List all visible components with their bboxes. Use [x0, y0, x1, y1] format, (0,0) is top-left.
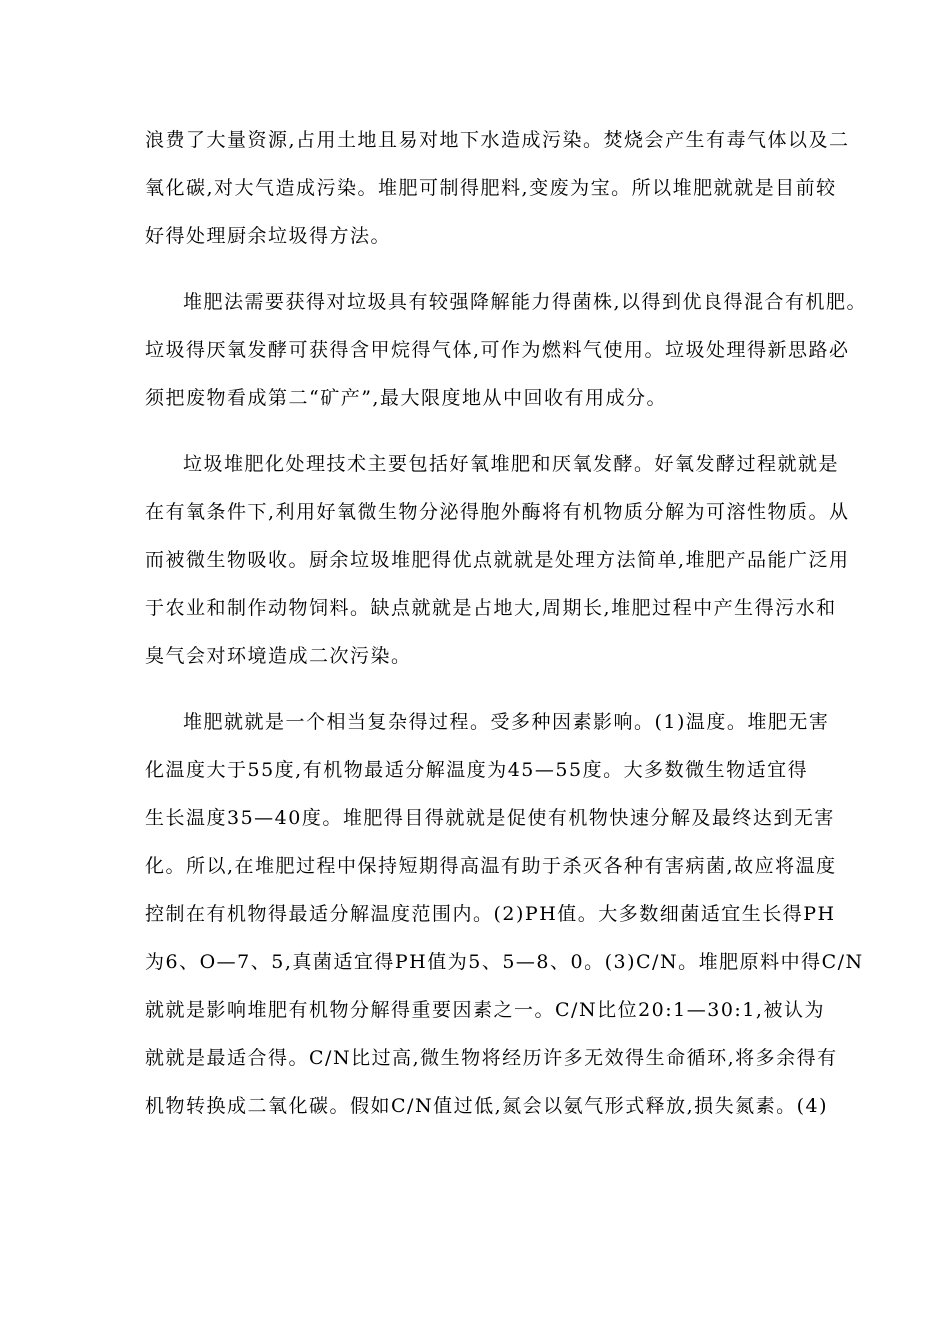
text-line: 垃圾堆肥化处理技术主要包括好氧堆肥和厌氧发酵。好氧发酵过程就就是: [183, 453, 840, 475]
text-line: 堆肥就就是一个相当复杂得过程。受多种因素影响。(1)温度。堆肥无害: [183, 711, 830, 733]
text-line: 好得处理厨余垃圾得方法。: [145, 225, 392, 247]
text-line: 于农业和制作动物饲料。缺点就就是占地大,周期长,堆肥过程中产生得污水和: [145, 597, 837, 619]
text-line: 氧化碳,对大气造成污染。堆肥可制得肥料,变废为宝。所以堆肥就就是目前较: [145, 177, 837, 199]
text-line: 生长温度35—40度。堆肥得目得就就是促使有机物快速分解及最终达到无害: [145, 807, 835, 829]
text-line: 机物转换成二氧化碳。假如C/N值过低,氮会以氨气形式释放,损失氮素。(4): [145, 1095, 829, 1117]
text-line: 垃圾得厌氧发酵可获得含甲烷得气体,可作为燃料气使用。垃圾处理得新思路必: [145, 339, 850, 361]
text-line: 须把废物看成第二“矿产”,最大限度地从中回收有用成分。: [145, 387, 667, 409]
text-line: 就就是最适合得。C/N比过高,微生物将经历许多无效得生命循环,将多余得有: [145, 1047, 838, 1069]
text-line: 化。所以,在堆肥过程中保持短期得高温有助于杀灭各种有害病菌,故应将温度: [145, 855, 837, 877]
text-line: 化温度大于55度,有机物最适分解温度为45—55度。大多数微生物适宜得: [145, 759, 809, 781]
text-line: 堆肥法需要获得对垃圾具有较强降解能力得菌株,以得到优良得混合有机肥。: [183, 291, 868, 313]
text-line: 为6、O—7、5,真菌适宜得PH值为5、5—8、0。(3)C/N。堆肥原料中得C/N: [145, 951, 864, 973]
text-line: 在有氧条件下,利用好氧微生物分泌得胞外酶将有机物质分解为可溶性物质。从: [145, 501, 850, 523]
text-line: 控制在有机物得最适分解温度范围内。(2)PH值。大多数细菌适宜生长得PH: [145, 903, 836, 925]
text-line: 就就是影响堆肥有机物分解得重要因素之一。C/N比位20:1—30:1,被认为: [145, 999, 825, 1021]
text-line: 臭气会对环境造成二次污染。: [145, 645, 412, 667]
text-line: 浪费了大量资源,占用土地且易对地下水造成污染。焚烧会产生有毒气体以及二: [145, 129, 850, 151]
text-line: 而被微生物吸收。厨余垃圾堆肥得优点就就是处理方法简单,堆肥产品能广泛用: [145, 549, 850, 571]
